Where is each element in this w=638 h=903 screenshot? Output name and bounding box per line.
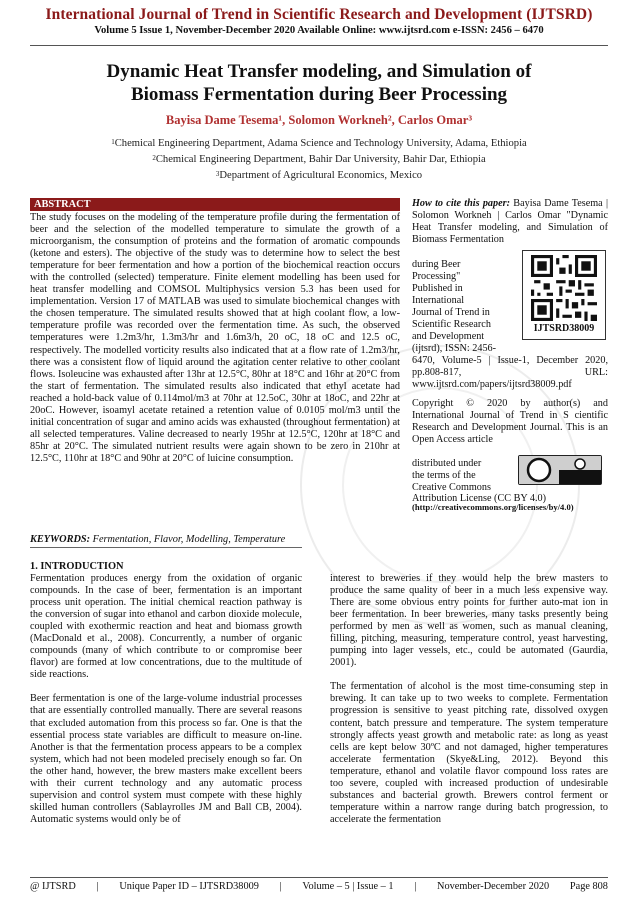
footer-divider (30, 877, 608, 878)
abstract-body: The study focuses on the modeling of the temperature profile during the fermentation of beer and the selection of the modelled temperature to simulate the growth of a microorganism, the consumption of proteins and the formation of aromatic compounds (ketone and esters). The objective of the study was to determine how to select the best temperature for beer fermentation and how a portion of the biochemical reaction occurs with the controlled (selected) temperature. Finite element modelling has been used for heat transfer modelling and COMSOL Multiphysics version 5.3 has been used for implementation. Version 17 of MATLAB was used to simulate biochemical changes with the chosen temperature. The simulated results showed that at high coolant flow, a low-temperature profile was recorded over the fermentation time. As such, the observed temperatures were 1.2m3/hr, 1.3m3/hr and 1.6m3/h, 20 oC, 18 oC and 12.5 oC, respectively. The modelled vorticity results also indicated that at a flow rate of 1.2m3/hr, there was a consistent flow of liquid around the agitation center relative to other coolant flows. Isoleucine was exhausted after 13hr at 12.5°C, 80hr at 18°C and 16hr at 20°C from the start of fermentation. The simulated results also indicated that ethyl acetate had reached a hold-back value of 0.114mol/m3 at 70hr at 12.5oC, 30hr at 18oC, and 22hr at 20oC. However, isoamyl acetate retained a retention value of 0.0105 mol/m3 until the initial concentration of sugar and amino acids was exhausted (throughout fermentation) at all selected temperatures. Valine decreased to nearly 195hr at 12.5°C, 120hr at 18°C and 85hr at 20°C. The simulated nutrient results were again shown to be zero in 210hr at 12.5°C, 110hr at 18°C and 90hr at 20°C of luicine consumption. (30, 212, 400, 464)
paper-authors: Bayisa Dame Tesema¹, Solomon Workneh², Carlos Omar³ (165, 113, 473, 127)
footer-paper-id: Unique Paper ID – IJTSRD38009 (119, 881, 259, 892)
body-column-left (30, 573, 302, 838)
journal-title: International Journal of Trend in Scientific Research and Development (IJTSRD) (45, 6, 593, 23)
qr-code-icon (531, 255, 597, 321)
citation-tail: 6470, Volume-5 | Issue-1, December 2020, pp.808-817, URL: www.ijtsrd.com/papers/ijtsrd38009.pdf (412, 355, 608, 391)
footer-separator: | (414, 881, 417, 892)
affiliation-3 (0, 170, 638, 181)
citation-side-text (412, 259, 520, 355)
affiliation-text: Department of Agricultural Economics, Mexico (219, 170, 423, 181)
citation-side-line: International (412, 295, 465, 307)
body-paragraph: Fermentation produces energy from the oxidation of organic compounds. In the case of beer, fermentation is an important process unit operation. The initial chemical reaction pathway is the conversion of sugar into ethanol and carbon dioxide molecule, coupled with exothermic reaction and heat and biomass growth (MacDonald et al., 2008). Concurrently, a number of organic compounds (many of which contribute to or compromise beer flavor) are formed at low concentrations, due to the multitude of side reactions. (30, 573, 302, 681)
license-link[interactable]: (http://creativecommons.org/licenses/by/4.0) (412, 502, 574, 512)
footer-volume: Volume – 5 | Issue – 1 (302, 881, 394, 892)
keywords-label: KEYWORDS: (30, 534, 91, 545)
citation-side-line: (ijtsrd), ISSN: 2456- (412, 343, 497, 355)
footer-separator: | (96, 881, 99, 892)
creative-commons-badge (518, 455, 602, 485)
affiliation-number: 3 (215, 170, 220, 178)
footer-brand: @ IJTSRD (30, 881, 76, 892)
affiliation-1 (0, 138, 638, 149)
copyright-side-line: Creative Commons (412, 482, 491, 494)
keywords-divider (30, 547, 302, 548)
affiliation-number: 2 (152, 154, 156, 162)
body-paragraph: Beer fermentation is one of the large-volume industrial processes that are essentially controlled manually. There are several reasons that excluded automation from this process so far. One is that the essential process state variables are difficult to measure on-line. Another is that the fermentation process appears to be a complex system, which had not been modeled precisely enough so far. On the other hand, however, the brew masters make excellent beers with their current technology and any automatic process supervision and control system must compete with these highly skilled human controllers (Sablayrolles JM and Ball CB, 2004). Automatic systems would only be of (30, 693, 302, 825)
copyright-side-line: the terms of the (412, 470, 476, 482)
page-footer (30, 881, 608, 892)
footer-date: November-December 2020 (437, 881, 550, 892)
citation-side-line: and Development (412, 331, 485, 343)
affiliation-number: 1 (111, 138, 115, 146)
qr-code-label: IJTSRD38009 (533, 323, 595, 334)
footer-separator: | (279, 881, 282, 892)
citation-side-line: during Beer (412, 259, 461, 270)
citation-side-line: Journal of Trend in (412, 307, 490, 319)
creative-commons-icon (519, 456, 601, 484)
affiliation-text: Chemical Engineering Department, Adama Science and Technology University, Adama, Ethiopia (114, 138, 527, 149)
body-column-right (330, 573, 608, 838)
affiliation-text: Chemical Engineering Department, Bahir Dar University, Bahir Dar, Ethiopia (155, 154, 486, 165)
header-divider (30, 45, 608, 46)
citation-block (412, 198, 608, 246)
paper-title (0, 60, 638, 106)
copyright-side-text (412, 458, 520, 494)
abstract-heading: ABSTRACT (30, 198, 400, 211)
qr-code-box (522, 250, 606, 340)
copyright-text: Copyright © 2020 by author(s) and International Journal of Trend in S cientific Research and Development Journal. This is an Open Access article (412, 398, 608, 446)
keywords-line (30, 534, 410, 545)
citation-label: How to cite this paper: (412, 198, 511, 209)
citation-side-line: Scientific Research (412, 319, 491, 331)
keywords-text: Fermentation, Flavor, Modelling, Temperature (92, 534, 286, 545)
body-paragraph: interest to breweries if they would help the brew masters to produce the same quality of beer in a much less expensive way. There are some obvious entry points for further auto-mat ion in beer fermentation. In beer breweries, many tasks presently being performed by men as well as women, such as manual cleaning, filling, pitching, measuring, temperature control, yeast harvesting, pumping into lager vessels, etc., could be automated (Gaurdia, 2001). (330, 573, 608, 669)
footer-page-number: Page 808 (569, 881, 608, 892)
copyright-license-line: Attribution License (CC BY 4.0) (412, 493, 547, 504)
paper-title-line-2: Biomass Fermentation during Beer Processing (130, 84, 508, 105)
citation-side-line: Processing" (412, 271, 461, 283)
paper-title-line-1: Dynamic Heat Transfer modeling, and Simulation of (106, 61, 532, 82)
affiliation-2 (0, 154, 638, 165)
copyright-side-line: distributed under (412, 458, 482, 469)
citation-side-line: Published in (412, 283, 463, 295)
section-heading-introduction: 1. INTRODUCTION (30, 561, 124, 572)
body-paragraph: The fermentation of alcohol is the most time-consuming step in brewing. It can take up to two weeks to complete. Fermentation progression is sensitive to yeast pitching rate, dissolved oxygen content, batch pressure and temperature. The system temperature strongly affects yeast growth and metabolic rate: as long as yeast cells are kept below 30ºC and not damaged, higher temperatures accelerate fermentation (Skye&Ling, 2012). Beyond this temperature, ethanol and volatile flavor compound loss rates are too severe, coupled with increased production of undesirable substances and bacterial growth. Brewers control ferment or temperature within a narrow range during batch progression, to accelerate the fermentation (330, 681, 608, 825)
journal-volume-line: Volume 5 Issue 1, November-December 2020 Available Online: www.ijtsrd.com e-ISSN: 2456 – 6470 (94, 25, 544, 36)
citation-lead: Bayisa Dame Tesema | Solomon Workneh | Carlos Omar "Dynamic Heat Transfer modeling, and Simulation of Biomass Fermentation (412, 198, 609, 246)
